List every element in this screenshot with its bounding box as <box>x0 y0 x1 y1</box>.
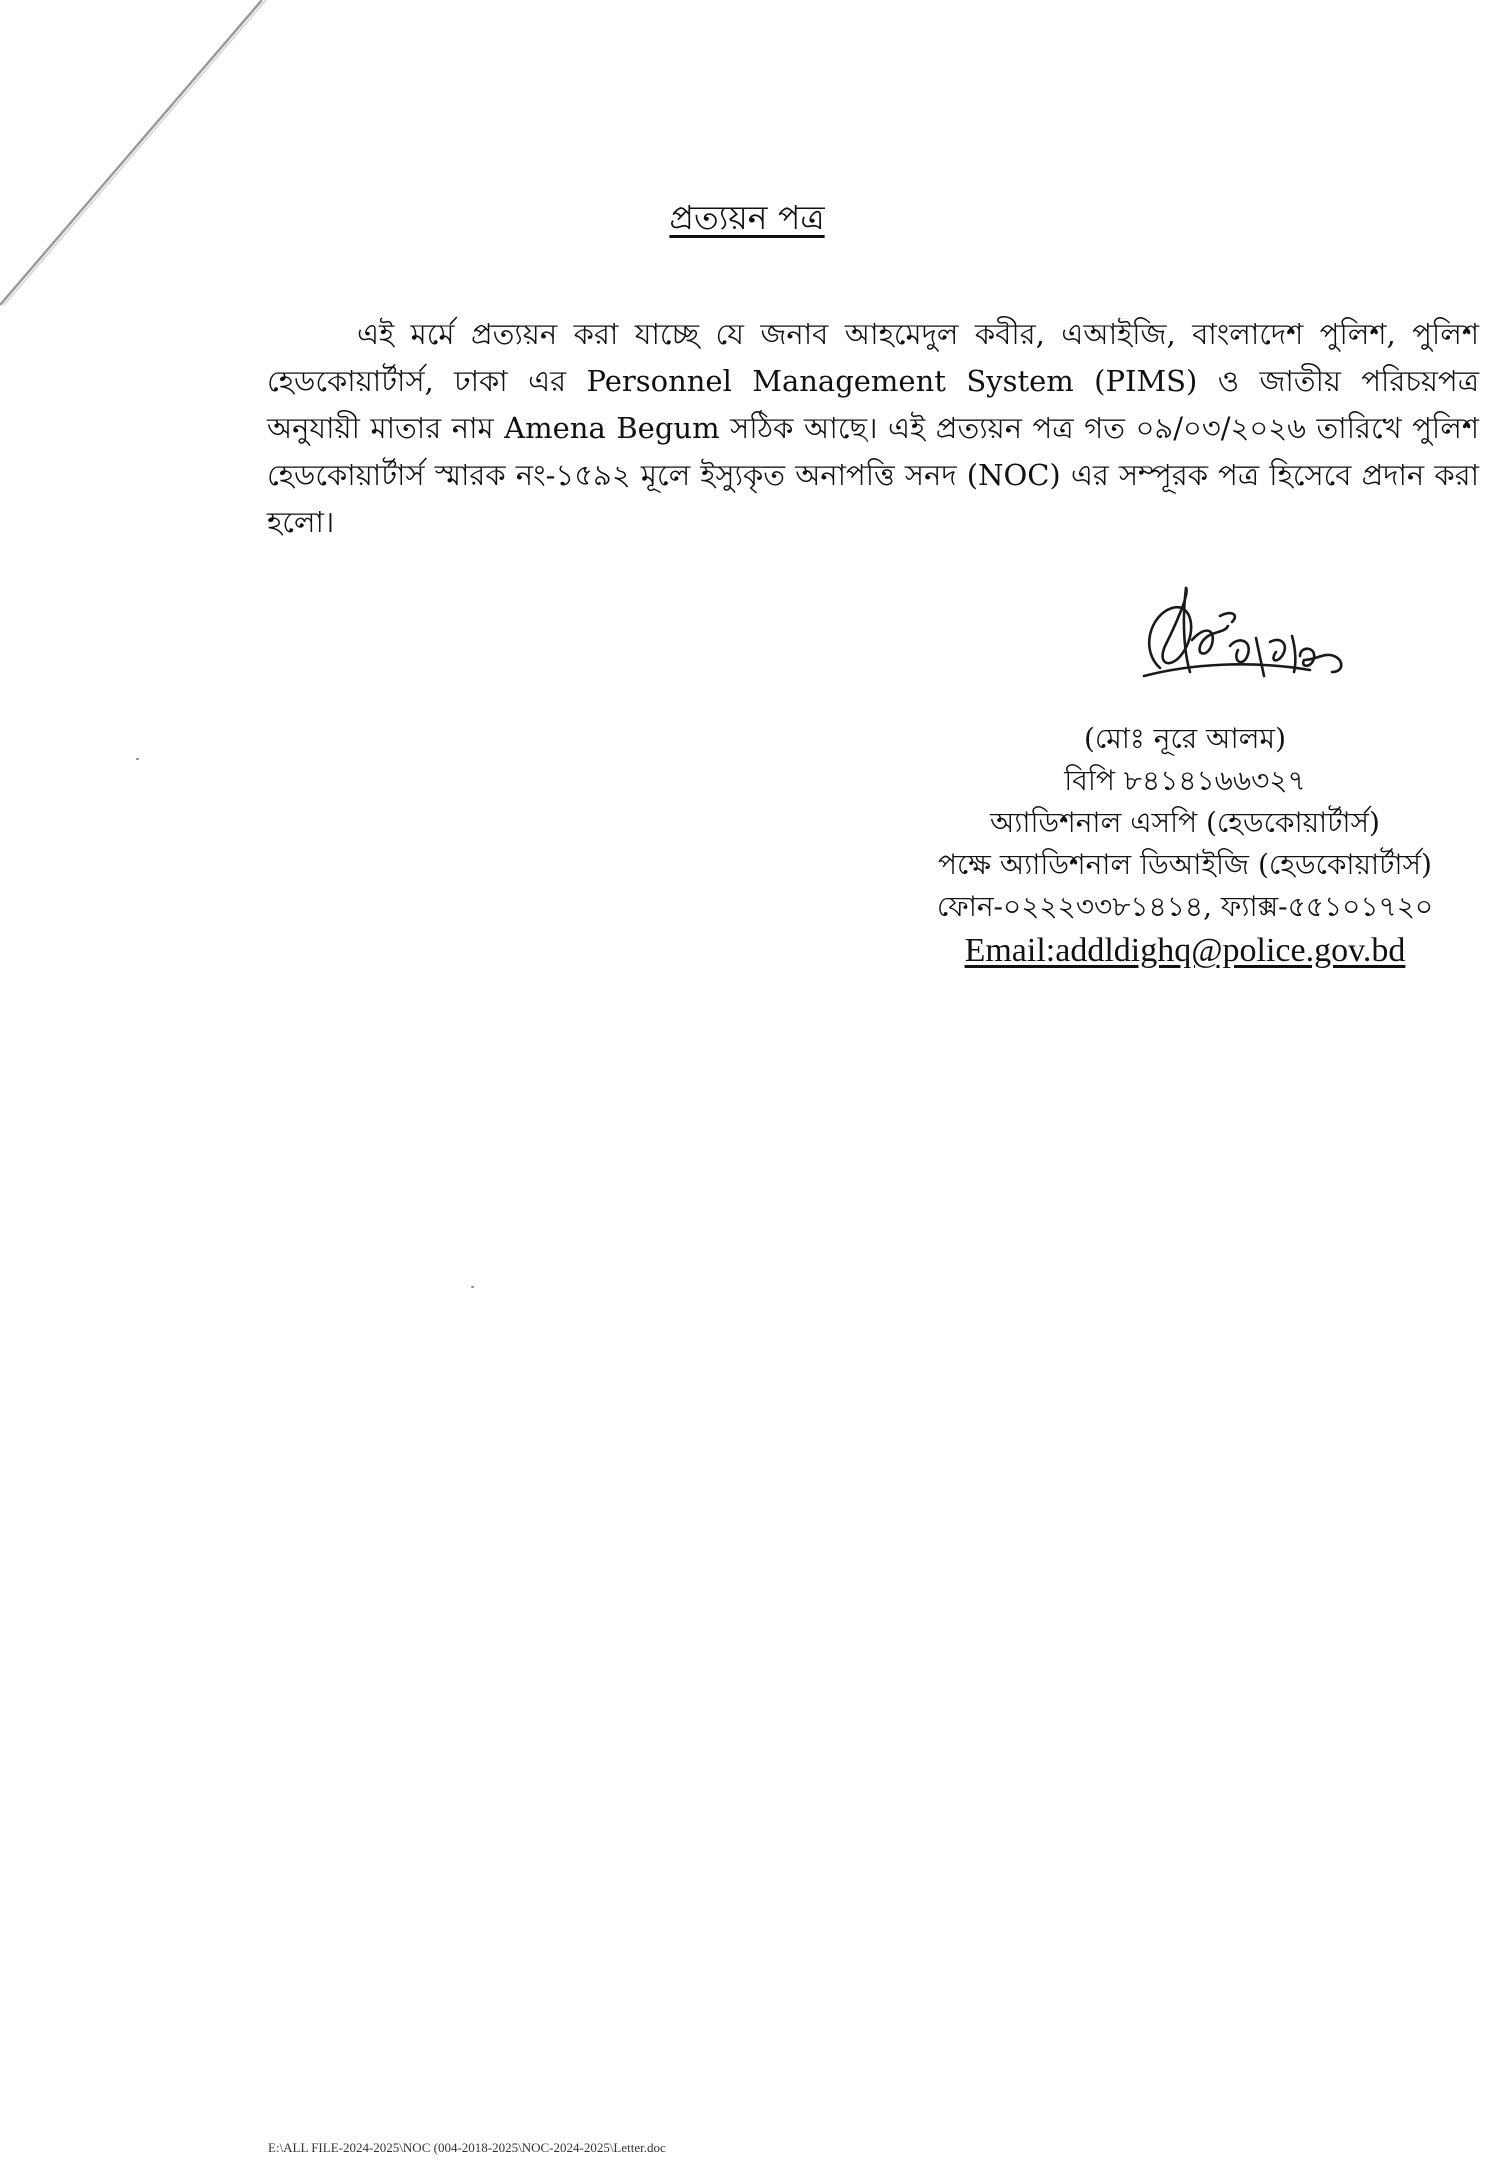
scan-speck <box>471 1286 474 1288</box>
signatory-phone-fax: ফোন-০২২২৩৩৮১৪১৪, ফ্যাক্স-৫৫১০১৭২০ <box>936 890 1434 923</box>
signatory-bp-number: বিপি ৮৪১৪১৬৬৩২৭ <box>1064 764 1306 797</box>
signatory-email: Email:addldighq@police.gov.bd <box>964 932 1406 969</box>
signatory-name: (মোঃ নূরে আলম) <box>1083 722 1287 755</box>
file-path-footer: E:\ALL FILE-2024-2025\NOC (004-2018-2025\NOC-2024-2025\Letter.doc <box>268 2140 666 2155</box>
scan-speck <box>136 758 139 760</box>
document-title <box>0 192 1494 248</box>
scan-edge-mark <box>0 0 270 310</box>
document-title-text: প্রত্যয়ন পত্র <box>669 198 825 237</box>
signatory-designation: অ্যাডিশনাল এসপি (হেডকোয়ার্টার্স) <box>990 806 1380 839</box>
handwritten-signature <box>1120 580 1370 710</box>
certificate-body: এই মর্মে প্রত্যয়ন করা যাচ্ছে যে জনাব আহমেদুল কবীর, এআইজি, বাংলাদেশ পুলিশ, পুলিশ হেডকোয়ার্টার্স, ঢাকা এর Personnel Management System (PIMS) ও জাতীয় পরিচয়পত্র অনুযায়ী মাতার নাম Amena Begum সঠিক আছে। এই প্রত্যয়ন পত্র গত ০৯/০৩/২০২৬ তারিখে পুলিশ হেডকোয়ার্টার্স স্মারক নং-১৫৯২ মূলে ইস্যুকৃত অনাপত্তি সনদ (NOC) এর সম্পূরক পত্র হিসেবে প্রদান করা হলো। <box>267 317 1479 539</box>
signatory-block <box>900 718 1470 972</box>
signatory-on-behalf: পক্ষে অ্যাডিশনাল ডিআইজি (হেডকোয়ার্টার্স) <box>938 848 1432 881</box>
